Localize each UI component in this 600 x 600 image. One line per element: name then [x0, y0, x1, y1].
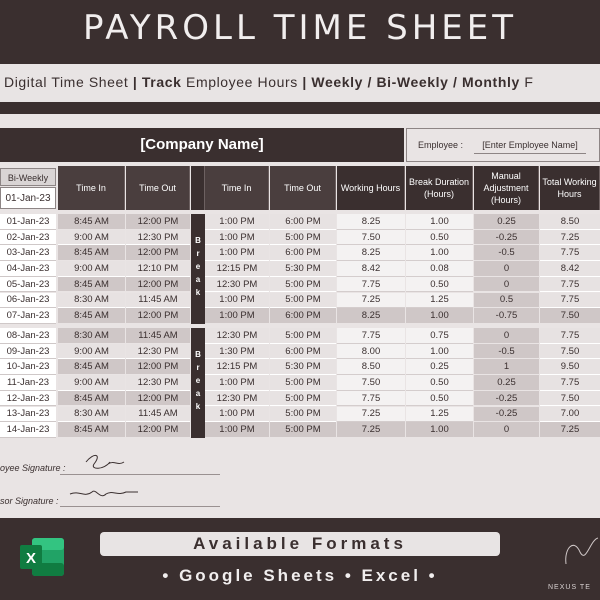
table-cell[interactable]: 7.75 [540, 375, 600, 391]
date-cell: 02-Jan-23 [0, 230, 56, 246]
formats-list: • Google Sheets • Excel • [162, 566, 438, 585]
subtitle-part: Digital Time Sheet [4, 74, 133, 90]
table-cell[interactable]: 12:00 PM [126, 308, 190, 324]
table-cell[interactable]: 5:30 PM [270, 261, 336, 277]
column-header: Total Working Hours [540, 166, 600, 210]
break-column [191, 214, 205, 324]
table-cell[interactable]: 7.50 [337, 375, 405, 391]
table-cell[interactable]: 1.00 [406, 344, 473, 360]
date-cell: 04-Jan-23 [0, 261, 56, 277]
table-cell[interactable]: 8:45 AM [58, 308, 125, 324]
table-cell[interactable]: 9:00 AM [58, 375, 125, 391]
supervisor-signature-icon [66, 482, 146, 506]
table-cell[interactable]: 8:30 AM [58, 293, 125, 309]
table-cell[interactable]: 7.50 [540, 391, 600, 407]
break-column [191, 328, 205, 438]
table-cell[interactable]: 1:00 PM [205, 214, 269, 230]
table-cell[interactable]: 12:00 PM [126, 422, 190, 438]
supervisor-signature-line[interactable] [60, 506, 220, 507]
table-cell[interactable]: 12:00 PM [126, 245, 190, 261]
date-cell: 13-Jan-23 [0, 407, 56, 423]
column-header: Manual Adjustment (Hours) [474, 166, 539, 210]
table-cell[interactable]: 5:00 PM [270, 407, 336, 423]
table-cell[interactable]: 7.75 [540, 328, 600, 344]
table-cell[interactable]: 5:00 PM [270, 293, 336, 309]
table-cell[interactable]: 0.50 [406, 230, 473, 246]
table-cell[interactable]: 0 [474, 261, 539, 277]
table-cell[interactable]: 1.25 [406, 293, 473, 309]
column-header: Break Duration (Hours) [406, 166, 473, 210]
table-cell[interactable]: 5:30 PM [270, 359, 336, 375]
table-cell[interactable]: 8:45 AM [58, 214, 125, 230]
table-cell[interactable]: 0.50 [406, 277, 473, 293]
page-title: PAYROLL TIME SHEET [82, 8, 518, 48]
date-cell: 08-Jan-23 [0, 328, 56, 344]
table-cell[interactable]: 5:00 PM [270, 328, 336, 344]
table-cell[interactable]: 0.08 [406, 261, 473, 277]
table-cell[interactable]: 12:00 PM [126, 359, 190, 375]
table-cell[interactable]: 0.50 [406, 391, 473, 407]
table-cell[interactable]: 12:00 PM [126, 391, 190, 407]
company-name[interactable]: [Company Name] [0, 128, 404, 162]
period-type-label[interactable]: Bi-Weekly [0, 168, 56, 186]
break-label: B r e a k [195, 350, 201, 411]
table-cell[interactable]: 1:00 PM [205, 245, 269, 261]
period-start-date[interactable]: 01-Jan-23 [0, 187, 56, 209]
table-cell[interactable]: 11:45 AM [126, 407, 190, 423]
table-cell[interactable]: 1.00 [406, 308, 473, 324]
brand-logo-icon [560, 534, 600, 568]
table-cell[interactable]: 9.50 [540, 359, 600, 375]
table-cell[interactable]: 1.00 [406, 214, 473, 230]
table-cell[interactable]: 7.75 [540, 293, 600, 309]
table-cell[interactable]: 7.25 [540, 422, 600, 438]
table-cell[interactable]: 12:30 PM [205, 391, 269, 407]
table-cell[interactable]: 8:45 AM [58, 391, 125, 407]
subtitle-part: | Track [132, 74, 186, 90]
table-cell[interactable]: 8:30 AM [58, 407, 125, 423]
date-cell: 09-Jan-23 [0, 344, 56, 360]
subtitle-part: F [524, 74, 534, 90]
table-cell[interactable]: 7.25 [337, 422, 405, 438]
table-cell[interactable]: 7.50 [540, 344, 600, 360]
employee-name-field[interactable]: [Enter Employee Name] [474, 137, 586, 154]
table-cell[interactable]: 12:15 PM [205, 261, 269, 277]
employee-signature-icon [80, 450, 130, 476]
table-cell[interactable]: 5:00 PM [270, 391, 336, 407]
table-cell[interactable]: 8.25 [337, 214, 405, 230]
table-cell[interactable]: 0.5 [474, 293, 539, 309]
table-cell[interactable]: 0.75 [406, 328, 473, 344]
table-cell[interactable]: 0.25 [474, 214, 539, 230]
table-cell[interactable]: 5:00 PM [270, 230, 336, 246]
table-cell[interactable]: 1:30 PM [205, 344, 269, 360]
table-cell[interactable]: 7.00 [540, 407, 600, 423]
table-cell[interactable]: 0 [474, 277, 539, 293]
table-cell[interactable]: 0.25 [474, 375, 539, 391]
table-cell[interactable]: 1:00 PM [205, 230, 269, 246]
table-cell[interactable]: 12:10 PM [126, 261, 190, 277]
date-cell: 07-Jan-23 [0, 308, 56, 324]
table-cell[interactable]: 1:00 PM [205, 375, 269, 391]
table-cell[interactable]: 1:00 PM [205, 293, 269, 309]
table-cell[interactable]: 6:00 PM [270, 344, 336, 360]
excel-letter: X [25, 550, 37, 567]
table-cell[interactable]: 12:15 PM [205, 359, 269, 375]
table-cell[interactable]: 12:30 PM [205, 277, 269, 293]
table-cell[interactable]: 0 [474, 422, 539, 438]
table-cell[interactable]: -0.5 [474, 344, 539, 360]
table-cell[interactable]: 11:45 AM [126, 328, 190, 344]
employee-label: Employee : [418, 140, 464, 150]
table-cell[interactable]: 7.25 [337, 293, 405, 309]
date-cell: 11-Jan-23 [0, 375, 56, 391]
subtitle-part: | Weekly / Bi-Weekly / Monthly [302, 74, 525, 90]
table-cell[interactable]: 0.25 [406, 359, 473, 375]
table-cell[interactable]: 1:00 PM [205, 308, 269, 324]
table-cell[interactable]: 12:30 PM [205, 328, 269, 344]
table-cell[interactable]: 8.42 [337, 261, 405, 277]
subtitle-part: Employee Hours [186, 74, 303, 90]
column-header: Time Out [126, 166, 190, 210]
excel-icon [18, 536, 66, 578]
table-cell[interactable]: 7.50 [540, 308, 600, 324]
employee-signature-label: oyee Signature : [0, 463, 66, 473]
brand-name: NEXUS TE [548, 584, 591, 591]
column-header: Time In [205, 166, 269, 210]
table-cell[interactable]: 8.42 [540, 261, 600, 277]
table-cell[interactable]: 12:30 PM [126, 375, 190, 391]
table-cell[interactable]: 12:30 PM [126, 230, 190, 246]
table-cell[interactable]: 7.25 [540, 230, 600, 246]
column-header: Working Hours [337, 166, 405, 210]
table-cell[interactable]: 9:00 AM [58, 261, 125, 277]
table-cell[interactable]: 7.75 [337, 391, 405, 407]
table-cell[interactable]: 0 [474, 328, 539, 344]
table-cell[interactable]: 7.75 [337, 277, 405, 293]
table-cell[interactable]: 1:00 PM [205, 422, 269, 438]
table-cell[interactable]: 0.50 [406, 375, 473, 391]
table-cell[interactable]: 1 [474, 359, 539, 375]
table-cell[interactable]: 8.00 [337, 344, 405, 360]
table-cell[interactable]: 6:00 PM [270, 214, 336, 230]
break-label: B r e a k [195, 236, 201, 297]
table-cell[interactable]: 7.50 [337, 230, 405, 246]
date-cell: 05-Jan-23 [0, 277, 56, 293]
table-cell[interactable]: -0.25 [474, 407, 539, 423]
table-cell[interactable]: 6:00 PM [270, 245, 336, 261]
table-cell[interactable]: -0.75 [474, 308, 539, 324]
table-cell[interactable]: 1:00 PM [205, 407, 269, 423]
table-cell[interactable]: 8:30 AM [58, 328, 125, 344]
table-cell[interactable]: 1.00 [406, 422, 473, 438]
table-cell[interactable]: 7.25 [337, 407, 405, 423]
date-cell: 06-Jan-23 [0, 293, 56, 309]
subtitle [4, 74, 534, 90]
table-cell[interactable]: 5:00 PM [270, 422, 336, 438]
table-cell[interactable]: -0.25 [474, 391, 539, 407]
table-cell[interactable]: 8.25 [337, 308, 405, 324]
formats-heading: Available Formats [100, 532, 500, 556]
table-cell[interactable]: -0.5 [474, 245, 539, 261]
table-cell[interactable]: 8:45 AM [58, 359, 125, 375]
table-cell[interactable]: 1.25 [406, 407, 473, 423]
table-cell[interactable]: 7.75 [540, 277, 600, 293]
table-cell[interactable]: 12:30 PM [126, 344, 190, 360]
break-header [191, 166, 205, 210]
table-cell[interactable]: 5:00 PM [270, 375, 336, 391]
table-cell[interactable]: 6:00 PM [270, 308, 336, 324]
table-cell[interactable]: 8.50 [540, 214, 600, 230]
date-cell: 10-Jan-23 [0, 359, 56, 375]
table-cell[interactable]: 11:45 AM [126, 293, 190, 309]
column-header: Time Out [270, 166, 336, 210]
date-cell: 01-Jan-23 [0, 214, 56, 230]
table-cell[interactable]: 1.00 [406, 245, 473, 261]
date-cell: 12-Jan-23 [0, 391, 56, 407]
supervisor-signature-label: sor Signature : [0, 496, 59, 506]
table-cell[interactable]: 8.25 [337, 245, 405, 261]
table-cell[interactable]: 8:45 AM [58, 245, 125, 261]
table-cell[interactable]: 7.75 [337, 328, 405, 344]
table-cell[interactable]: 12:00 PM [126, 277, 190, 293]
table-cell[interactable]: 9:00 AM [58, 344, 125, 360]
table-cell[interactable]: 5:00 PM [270, 277, 336, 293]
table-cell[interactable]: 8:45 AM [58, 422, 125, 438]
column-header: Time In [58, 166, 125, 210]
date-cell: 14-Jan-23 [0, 422, 56, 438]
table-cell[interactable]: 12:00 PM [126, 214, 190, 230]
date-cell: 03-Jan-23 [0, 245, 56, 261]
table-cell[interactable]: 9:00 AM [58, 230, 125, 246]
table-cell[interactable]: -0.25 [474, 230, 539, 246]
table-cell[interactable]: 8.50 [337, 359, 405, 375]
table-cell[interactable]: 8:45 AM [58, 277, 125, 293]
table-cell[interactable]: 7.75 [540, 245, 600, 261]
